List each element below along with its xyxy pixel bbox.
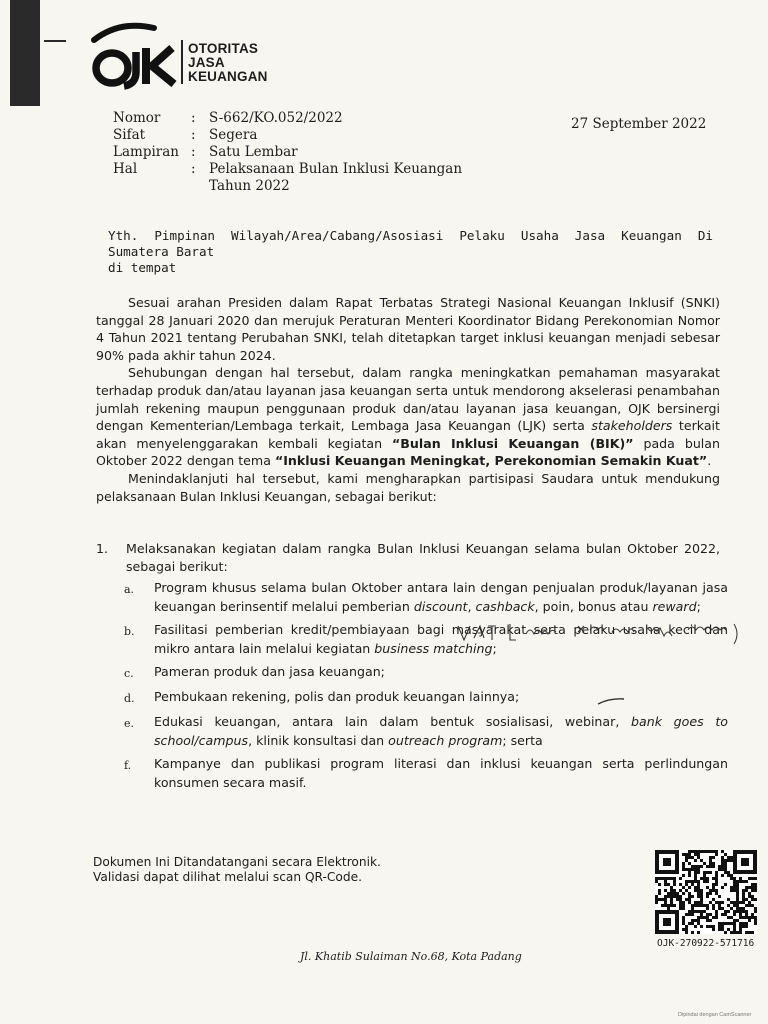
sub-text: Kampanye dan publikasi program literasi dan inklusi keuangan serta perlindungan konsumen secara masif.: [154, 756, 728, 790]
sub-text-part: ; serta: [502, 733, 543, 748]
sub-letter: e.: [124, 717, 135, 730]
meta-row-hal: [113, 161, 509, 195]
sub-text-italic: cashback: [475, 599, 535, 614]
sub-text-part: , poin, bonus atau: [534, 599, 649, 614]
logo-line: KEUANGAN: [188, 69, 268, 84]
sub-text-italic: outreach program: [388, 733, 503, 748]
paragraph-text: pada bulan Oktober 2022 dengan tema: [96, 435, 720, 469]
sub-text-italic: bank goes to school/campus: [154, 714, 728, 748]
ojk-logo-icon: [90, 18, 180, 90]
sub-text-part: Fasilitasi pemberian kredit/pembiayaan bagi masyarakat serta pelaku usaha kecil dan mikro antara lain melalui kegiatan: [154, 622, 728, 656]
meta-row-nomor: [113, 110, 509, 127]
sub-text-part: ,: [467, 599, 472, 614]
recipient-line: Sumatera Barat: [108, 244, 215, 259]
meta-value: Pelaksanaan Bulan Inklusi Keuangan Tahun 2022: [209, 161, 463, 194]
sub-item-e: [124, 712, 728, 750]
scan-mark: [44, 40, 66, 42]
meta-key: Lampiran: [113, 144, 179, 160]
recipient-line: di tempat: [108, 260, 177, 275]
letter-body: [96, 294, 720, 505]
paragraph-text: Sehubungan dengan hal tersebut, dalam rangka meningkatkan pemahaman masyarakat terhadap produk dan/atau layanan jasa keuangan serta untuk mendorong akselerasi penambahan jumlah rekening maupun penggunaan produk dan/atau layanan jasa keuangan, OJK bersinergi dengan Kementerian/Lembaga terkait, Lembaga Jasa Keuangan (LJK) serta: [96, 365, 720, 434]
sub-text-italic: reward: [652, 599, 697, 614]
handwritten-mark: [596, 696, 626, 706]
sub-letter: b.: [124, 625, 135, 638]
sub-text: [154, 712, 728, 750]
sub-letter: a.: [124, 583, 135, 596]
sub-text: Pameran produk dan jasa keuangan;: [154, 664, 385, 679]
list-number: 1.: [96, 541, 109, 556]
sub-text: [154, 578, 728, 616]
esignature-note: [93, 855, 381, 885]
meta-row-lampiran: [113, 144, 509, 161]
sub-text: Pembukaan rekening, polis dan produk keuangan lainnya;: [154, 689, 520, 704]
meta-value: Segera: [209, 127, 258, 143]
sub-item-d: [124, 687, 728, 708]
office-address: Jl. Khatib Sulaiman No.68, Kota Padang: [300, 950, 522, 963]
meta-colon: :: [191, 127, 196, 143]
handwritten-annotation: [452, 612, 762, 652]
qr-code-label: OJK-270922-571716: [657, 938, 755, 949]
sub-text-part: Program khusus selama bulan Oktober antara lain dengan penjualan produk/layanan jasa keuangan berinsentif melalui pemberian: [154, 580, 728, 614]
paragraph-italic: stakeholders: [591, 418, 673, 434]
sub-item-c: [124, 662, 728, 683]
scan-edge-artifact: [10, 0, 40, 106]
recipient-line: Yth. Pimpinan Wilayah/Area/Cabang/Asosiasi Pelaku Usaha Jasa Keuangan Di: [108, 228, 713, 243]
meta-colon: :: [191, 110, 196, 126]
paragraph-2: [96, 364, 720, 470]
sub-text-part: Edukasi keuangan, antara lain dalam bentuk sosialisasi, webinar,: [154, 714, 620, 729]
event-name: “Bulan Inklusi Keuangan (BIK)”: [392, 435, 634, 451]
meta-colon: :: [191, 144, 196, 160]
letter-date: 27 September 2022: [571, 116, 707, 132]
sub-text-italic: discount: [413, 599, 468, 614]
paragraph-1: Sesuai arahan Presiden dalam Rapat Terbatas Strategi Nasional Keuangan Inklusif (SNKI) tanggal 28 Januari 2020 dan merujuk Peraturan Menteri Koordinator Bidang Perekonomian Nomor 4 Tahun 2021 tentang Perubahan SNKI, telah ditetapkan target inklusi keuangan menjadi sebesar 90% pada akhir tahun 2024.: [96, 295, 720, 363]
list-item: [96, 540, 720, 575]
meta-key: Nomor: [113, 110, 161, 126]
logo-wordmark: [188, 42, 268, 84]
scanner-footer-note: Dipindai dengan CamScanner: [678, 1012, 752, 1018]
meta-value: Satu Lembar: [209, 144, 298, 160]
esign-line: Dokumen Ini Ditandatangani secara Elektronik.: [93, 855, 381, 869]
recipient-block: [108, 228, 713, 276]
sub-letter: d.: [124, 692, 135, 705]
sub-text-italic: business matching: [374, 641, 493, 656]
paragraph-3: Menindaklanjuti hal tersebut, kami mengharapkan partisipasi Saudara untuk mendukung pelaksanaan Bulan Inklusi Keuangan, sebagai berikut:: [96, 470, 720, 504]
paragraph-text: .: [707, 453, 712, 469]
sub-item-a: [124, 578, 728, 616]
qr-code-icon[interactable]: [655, 850, 757, 934]
list-text: Melaksanakan kegiatan dalam rangka Bulan Inklusi Keuangan selama bulan Oktober 2022, sebagai berikut:: [126, 541, 720, 574]
meta-row-sifat: [113, 127, 509, 144]
sub-text-part: , klinik konsultasi dan: [248, 733, 385, 748]
letter-metadata: [113, 110, 509, 195]
sub-letter: f.: [124, 759, 132, 772]
logo-line: JASA: [188, 55, 225, 70]
paragraph-text: terkait akan menyelenggarakan kembali kegiatan: [96, 418, 720, 451]
logo-line: OTORITAS: [188, 41, 259, 56]
logo-divider: [181, 40, 183, 84]
meta-key: Sifat: [113, 127, 146, 143]
sub-list: [124, 578, 728, 796]
meta-value: S-662/KO.052/2022: [209, 110, 343, 126]
meta-key: Hal: [113, 161, 138, 177]
numbered-list: [96, 540, 720, 575]
sub-letter: c.: [124, 667, 134, 680]
esign-line: Validasi dapat dilihat melalui scan QR-Code.: [93, 870, 362, 884]
sub-text-part: ;: [492, 641, 497, 656]
sub-text-part: ;: [696, 599, 701, 614]
meta-colon: :: [191, 161, 196, 177]
event-theme: “Inklusi Keuangan Meningkat, Perekonomian Semakin Kuat”: [274, 453, 708, 469]
sub-item-f: [124, 754, 728, 792]
